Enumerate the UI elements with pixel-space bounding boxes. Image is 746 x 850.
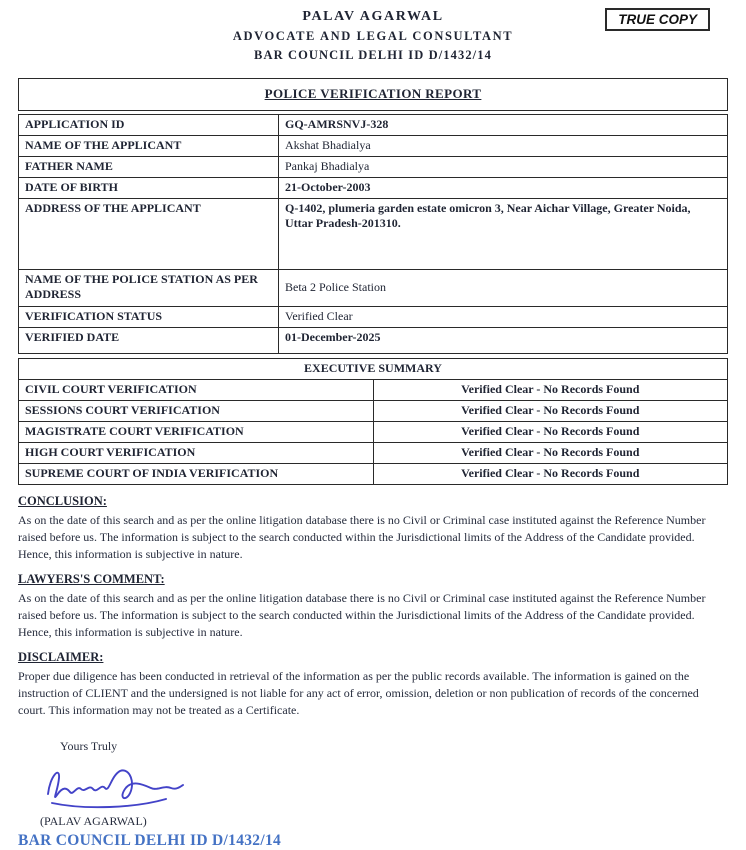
- table-row: [19, 178, 728, 199]
- executive-summary-header-row: [19, 359, 728, 380]
- table-row: [19, 422, 728, 443]
- field-value-police-station: Beta 2 Police Station: [279, 270, 728, 307]
- exec-label-civil-court: CIVIL COURT VERIFICATION: [19, 380, 374, 401]
- table-row: [19, 157, 728, 178]
- field-value-verification-status: Verified Clear: [279, 307, 728, 328]
- field-value-verified-date: 01-December-2025: [279, 328, 728, 354]
- exec-value-sessions-court: Verified Clear - No Records Found: [373, 401, 728, 422]
- field-label-father-name: FATHER NAME: [19, 157, 279, 178]
- exec-label-supreme-court: SUPREME COURT OF INDIA VERIFICATION: [19, 464, 374, 485]
- executive-summary-table: [18, 358, 728, 485]
- field-label-verified-date: VERIFIED DATE: [19, 328, 279, 354]
- field-value-date-of-birth: 21-October-2003: [279, 178, 728, 199]
- table-row: [19, 270, 728, 307]
- field-label-verification-status: VERIFICATION STATUS: [19, 307, 279, 328]
- lawyers-comment-heading: LAWYERS'S COMMENT:: [18, 572, 165, 587]
- applicant-details-table: [18, 114, 728, 354]
- exec-value-magistrate-court: Verified Clear - No Records Found: [373, 422, 728, 443]
- table-row: [19, 401, 728, 422]
- closing-text: Yours Truly: [60, 739, 118, 754]
- signature-image: [40, 758, 728, 814]
- bar-council-footer: BAR COUNCIL DELHI ID D/1432/14: [18, 832, 282, 850]
- table-row: [19, 115, 728, 136]
- advocate-role: ADVOCATE AND LEGAL CONSULTANT: [232, 29, 514, 43]
- field-value-applicant-name: Akshat Bhadialya: [279, 136, 728, 157]
- lawyers-comment-section: [18, 572, 728, 641]
- field-value-father-name: Pankaj Bhadialya: [279, 157, 728, 178]
- table-row: [19, 136, 728, 157]
- table-row: [19, 380, 728, 401]
- table-row: [19, 328, 728, 354]
- field-label-applicant-name: NAME OF THE APPLICANT: [19, 136, 279, 157]
- table-row: [19, 443, 728, 464]
- exec-value-supreme-court: Verified Clear - No Records Found: [373, 464, 728, 485]
- exec-value-high-court: Verified Clear - No Records Found: [373, 443, 728, 464]
- table-row: [19, 464, 728, 485]
- exec-label-high-court: HIGH COURT VERIFICATION: [19, 443, 374, 464]
- report-title-box: [18, 78, 728, 111]
- conclusion-section: [18, 494, 728, 563]
- disclaimer-heading: DISCLAIMER:: [18, 650, 104, 665]
- table-row: [19, 307, 728, 328]
- field-label-date-of-birth: DATE OF BIRTH: [19, 178, 279, 199]
- signatory-name: (PALAV AGARWAL): [40, 814, 147, 829]
- field-value-address: Q-1402, plumeria garden estate omicron 3, Near Aichar Village, Greater Noida, Uttar Pradesh-201310.: [279, 199, 728, 270]
- advocate-name: PALAV AGARWAL: [302, 9, 444, 24]
- field-label-police-station: NAME OF THE POLICE STATION AS PER ADDRESS: [19, 270, 279, 307]
- disclaimer-section: [18, 650, 728, 719]
- field-value-application-id: GQ-AMRSNVJ-328: [279, 115, 728, 136]
- conclusion-body: As on the date of this search and as per the online litigation database there is no Civil or Criminal case instituted against the Reference Number raised before us. The information is subject to the search conducted within the Jurisdictional limits of the Address of the Candidate provided. Hence, this information is subjective in nature.: [18, 513, 706, 562]
- conclusion-heading: CONCLUSION:: [18, 494, 107, 508]
- lawyers-comment-body: As on the date of this search and as per the online litigation database there is no Civil or Criminal case instituted against the Reference Number raised before us. The information is subject to the search conducted within the Jurisdictional limits of the Address of the Candidate provided. Hence, this information is subjective in nature.: [18, 591, 706, 640]
- executive-summary-title: EXECUTIVE SUMMARY: [19, 359, 728, 380]
- advocate-bar-id: BAR COUNCIL DELHI ID D/1432/14: [254, 48, 492, 62]
- exec-value-civil-court: Verified Clear - No Records Found: [373, 380, 728, 401]
- disclaimer-body: Proper due diligence has been conducted in retrieval of the information as per the public records available. The information is gained on the instruction of CLIENT and the undersigned is not liable for any act of error, omission, deletion or non publication of records of the concerned court. This information may not be treated as a Certificate.: [18, 669, 699, 718]
- exec-label-sessions-court: SESSIONS COURT VERIFICATION: [19, 401, 374, 422]
- report-title: POLICE VERIFICATION REPORT: [264, 86, 482, 101]
- true-copy-stamp: TRUE COPY: [605, 8, 710, 31]
- exec-label-magistrate-court: MAGISTRATE COURT VERIFICATION: [19, 422, 374, 443]
- field-label-address: ADDRESS OF THE APPLICANT: [19, 199, 279, 270]
- field-label-application-id: APPLICATION ID: [19, 115, 279, 136]
- table-row: [19, 199, 728, 270]
